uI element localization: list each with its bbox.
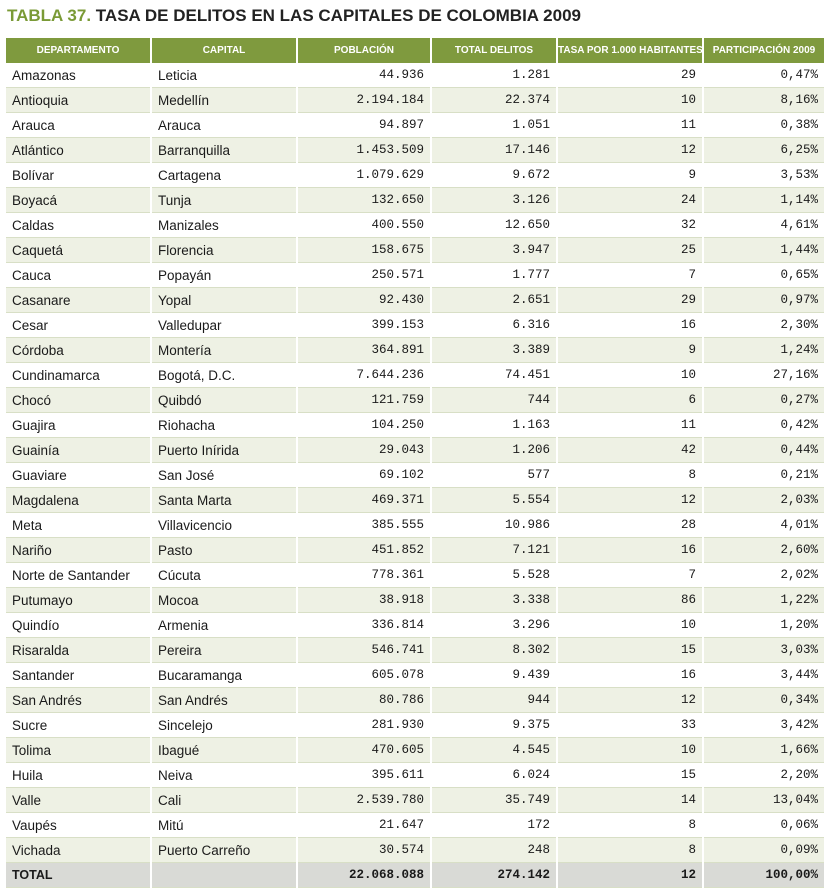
total-delitos-cell: 3.338: [431, 588, 557, 613]
tasa-cell: 12: [557, 688, 703, 713]
total-delitos-cell: 1.206: [431, 438, 557, 463]
departamento-cell: Quindío: [6, 613, 151, 638]
table-row: [6, 63, 824, 88]
departamento-cell: Casanare: [6, 288, 151, 313]
total-delitos-cell: 8.302: [431, 638, 557, 663]
capital-cell: Florencia: [151, 238, 297, 263]
participacion-cell: 0,97%: [703, 288, 824, 313]
total-delitos-cell: 4.545: [431, 738, 557, 763]
capital-cell: Tunja: [151, 188, 297, 213]
table-row: [6, 788, 824, 813]
total-delitos-cell: 1.281: [431, 63, 557, 88]
header-poblacion: POBLACIÓN: [297, 38, 431, 63]
participacion-cell: 1,20%: [703, 613, 824, 638]
participacion-cell: 0,65%: [703, 263, 824, 288]
tasa-cell: 16: [557, 663, 703, 688]
departamento-cell: Caquetá: [6, 238, 151, 263]
table-row: [6, 313, 824, 338]
capital-cell: Neiva: [151, 763, 297, 788]
total-delitos-cell: 6.316: [431, 313, 557, 338]
table-row: [6, 363, 824, 388]
departamento-cell: Valle: [6, 788, 151, 813]
departamento-cell: Chocó: [6, 388, 151, 413]
participacion-cell: 2,03%: [703, 488, 824, 513]
total-delitos-cell: 1.777: [431, 263, 557, 288]
capital-cell: Puerto Inírida: [151, 438, 297, 463]
total-delitos-cell: 1.163: [431, 413, 557, 438]
capital-cell: Cartagena: [151, 163, 297, 188]
capital-cell: Medellín: [151, 88, 297, 113]
participacion-cell: 3,53%: [703, 163, 824, 188]
poblacion-cell: 399.153: [297, 313, 431, 338]
participacion-cell: 13,04%: [703, 788, 824, 813]
poblacion-cell: 281.930: [297, 713, 431, 738]
poblacion-cell: 121.759: [297, 388, 431, 413]
capital-cell: Armenia: [151, 613, 297, 638]
tasa-cell: 24: [557, 188, 703, 213]
departamento-cell: San Andrés: [6, 688, 151, 713]
capital-cell: Mitú: [151, 813, 297, 838]
capital-cell: Ibagué: [151, 738, 297, 763]
total-delitos-cell: 22.374: [431, 88, 557, 113]
total-delitos-cell: 17.146: [431, 138, 557, 163]
poblacion-cell: 546.741: [297, 638, 431, 663]
header-tasa: TASA POR 1.000 HABITANTES: [557, 38, 703, 63]
departamento-cell: Caldas: [6, 213, 151, 238]
poblacion-cell: 250.571: [297, 263, 431, 288]
total-delitos-cell: 9.439: [431, 663, 557, 688]
departamento-cell: Risaralda: [6, 638, 151, 663]
capital-cell: Popayán: [151, 263, 297, 288]
departamento-cell: Nariño: [6, 538, 151, 563]
table-body: [6, 63, 824, 888]
departamento-cell: Atlántico: [6, 138, 151, 163]
participacion-cell: 0,06%: [703, 813, 824, 838]
departamento-cell: Cesar: [6, 313, 151, 338]
capital-cell: San Andrés: [151, 688, 297, 713]
poblacion-cell: 104.250: [297, 413, 431, 438]
tasa-cell: 16: [557, 313, 703, 338]
participacion-cell: 2,30%: [703, 313, 824, 338]
total-delitos-cell: 3.296: [431, 613, 557, 638]
table-row: [6, 263, 824, 288]
table-title: [7, 2, 581, 30]
participacion-cell: 0,44%: [703, 438, 824, 463]
tasa-cell: 8: [557, 813, 703, 838]
participacion-cell: 1,44%: [703, 238, 824, 263]
poblacion-cell: 44.936: [297, 63, 431, 88]
poblacion-cell: 38.918: [297, 588, 431, 613]
departamento-cell: Vichada: [6, 838, 151, 863]
tasa-cell: 14: [557, 788, 703, 813]
table-row: [6, 338, 824, 363]
participacion-cell: 3,44%: [703, 663, 824, 688]
tasa-cell: 7: [557, 263, 703, 288]
table-title-text: TASA DE DELITOS EN LAS CAPITALES DE COLOMBIA 2009: [95, 6, 581, 25]
capital-cell: Riohacha: [151, 413, 297, 438]
total-delitos-cell: 944: [431, 688, 557, 713]
capital-cell: Montería: [151, 338, 297, 363]
total-delitos-cell: 10.986: [431, 513, 557, 538]
capital-cell: [151, 863, 297, 888]
tasa-cell: 10: [557, 613, 703, 638]
header-participacion: PARTICIPACIÓN 2009: [703, 38, 824, 63]
table-row: [6, 538, 824, 563]
participacion-cell: 6,25%: [703, 138, 824, 163]
departamento-cell: Huila: [6, 763, 151, 788]
poblacion-cell: 158.675: [297, 238, 431, 263]
poblacion-cell: 469.371: [297, 488, 431, 513]
poblacion-cell: 2.194.184: [297, 88, 431, 113]
capital-cell: Villavicencio: [151, 513, 297, 538]
table-row: [6, 138, 824, 163]
total-delitos-cell: 1.051: [431, 113, 557, 138]
participacion-cell: 2,60%: [703, 538, 824, 563]
tasa-cell: 33: [557, 713, 703, 738]
table-row: [6, 738, 824, 763]
departamento-cell: Cundinamarca: [6, 363, 151, 388]
participacion-cell: 1,22%: [703, 588, 824, 613]
departamento-cell: Norte de Santander: [6, 563, 151, 588]
total-delitos-cell: 744: [431, 388, 557, 413]
total-delitos-cell: 7.121: [431, 538, 557, 563]
table-row: [6, 588, 824, 613]
table-row: [6, 413, 824, 438]
poblacion-cell: 94.897: [297, 113, 431, 138]
departamento-cell: Magdalena: [6, 488, 151, 513]
tasa-cell: 7: [557, 563, 703, 588]
departamento-cell: Boyacá: [6, 188, 151, 213]
capital-cell: Barranquilla: [151, 138, 297, 163]
poblacion-cell: 778.361: [297, 563, 431, 588]
tasa-cell: 29: [557, 63, 703, 88]
tasa-cell: 11: [557, 413, 703, 438]
capital-cell: Mocoa: [151, 588, 297, 613]
departamento-cell: Santander: [6, 663, 151, 688]
tasa-cell: 11: [557, 113, 703, 138]
participacion-cell: 3,03%: [703, 638, 824, 663]
capital-cell: Puerto Carreño: [151, 838, 297, 863]
tasa-cell: 6: [557, 388, 703, 413]
total-delitos-cell: 9.672: [431, 163, 557, 188]
tasa-cell: 42: [557, 438, 703, 463]
tasa-cell: 12: [557, 138, 703, 163]
total-delitos-cell: 9.375: [431, 713, 557, 738]
departamento-cell: TOTAL: [6, 863, 151, 888]
poblacion-cell: 69.102: [297, 463, 431, 488]
table-row: [6, 838, 824, 863]
departamento-cell: Cauca: [6, 263, 151, 288]
poblacion-cell: 364.891: [297, 338, 431, 363]
departamento-cell: Arauca: [6, 113, 151, 138]
poblacion-cell: 385.555: [297, 513, 431, 538]
departamento-cell: Guainía: [6, 438, 151, 463]
departamento-cell: Meta: [6, 513, 151, 538]
capital-cell: Leticia: [151, 63, 297, 88]
capital-cell: Quibdó: [151, 388, 297, 413]
poblacion-cell: 2.539.780: [297, 788, 431, 813]
total-row: [6, 863, 824, 888]
poblacion-cell: 395.611: [297, 763, 431, 788]
tasa-cell: 8: [557, 838, 703, 863]
poblacion-cell: 7.644.236: [297, 363, 431, 388]
capital-cell: Valledupar: [151, 313, 297, 338]
table-row: [6, 763, 824, 788]
table-row: [6, 113, 824, 138]
departamento-cell: Guaviare: [6, 463, 151, 488]
table-row: [6, 613, 824, 638]
total-delitos-cell: 74.451: [431, 363, 557, 388]
participacion-cell: 0,42%: [703, 413, 824, 438]
capital-cell: Manizales: [151, 213, 297, 238]
participacion-cell: 0,34%: [703, 688, 824, 713]
tasa-cell: 25: [557, 238, 703, 263]
tasa-cell: 10: [557, 738, 703, 763]
participacion-cell: 4,61%: [703, 213, 824, 238]
tasa-cell: 29: [557, 288, 703, 313]
tasa-cell: 9: [557, 163, 703, 188]
table-row: [6, 238, 824, 263]
poblacion-cell: 470.605: [297, 738, 431, 763]
table-row: [6, 213, 824, 238]
participacion-cell: 0,38%: [703, 113, 824, 138]
table-row: [6, 713, 824, 738]
poblacion-cell: 451.852: [297, 538, 431, 563]
table-row: [6, 288, 824, 313]
header-row: [6, 38, 824, 63]
tasa-cell: 32: [557, 213, 703, 238]
tasa-cell: 12: [557, 863, 703, 888]
capital-cell: Sincelejo: [151, 713, 297, 738]
participacion-cell: 0,27%: [703, 388, 824, 413]
header-total-delitos: TOTAL DELITOS: [431, 38, 557, 63]
poblacion-cell: 29.043: [297, 438, 431, 463]
departamento-cell: Córdoba: [6, 338, 151, 363]
participacion-cell: 100,00%: [703, 863, 824, 888]
departamento-cell: Guajira: [6, 413, 151, 438]
total-delitos-cell: 3.947: [431, 238, 557, 263]
participacion-cell: 27,16%: [703, 363, 824, 388]
tasa-cell: 16: [557, 538, 703, 563]
departamento-cell: Sucre: [6, 713, 151, 738]
table-row: [6, 488, 824, 513]
capital-cell: Bucaramanga: [151, 663, 297, 688]
tasa-cell: 9: [557, 338, 703, 363]
tasa-cell: 15: [557, 638, 703, 663]
header-capital: CAPITAL: [151, 38, 297, 63]
table-row: [6, 663, 824, 688]
poblacion-cell: 132.650: [297, 188, 431, 213]
participacion-cell: 1,24%: [703, 338, 824, 363]
total-delitos-cell: 577: [431, 463, 557, 488]
participacion-cell: 0,09%: [703, 838, 824, 863]
capital-cell: Yopal: [151, 288, 297, 313]
table-row: [6, 513, 824, 538]
total-delitos-cell: 248: [431, 838, 557, 863]
total-delitos-cell: 3.126: [431, 188, 557, 213]
poblacion-cell: 605.078: [297, 663, 431, 688]
departamento-cell: Putumayo: [6, 588, 151, 613]
tasa-cell: 28: [557, 513, 703, 538]
table-row: [6, 438, 824, 463]
poblacion-cell: 80.786: [297, 688, 431, 713]
total-delitos-cell: 5.554: [431, 488, 557, 513]
poblacion-cell: 22.068.088: [297, 863, 431, 888]
table-row: [6, 88, 824, 113]
poblacion-cell: 336.814: [297, 613, 431, 638]
total-delitos-cell: 35.749: [431, 788, 557, 813]
total-delitos-cell: 172: [431, 813, 557, 838]
header-departamento: DEPARTAMENTO: [6, 38, 151, 63]
participacion-cell: 1,14%: [703, 188, 824, 213]
capital-cell: Cali: [151, 788, 297, 813]
total-delitos-cell: 6.024: [431, 763, 557, 788]
participacion-cell: 4,01%: [703, 513, 824, 538]
total-delitos-cell: 274.142: [431, 863, 557, 888]
capital-cell: Arauca: [151, 113, 297, 138]
table-row: [6, 638, 824, 663]
poblacion-cell: 1.453.509: [297, 138, 431, 163]
poblacion-cell: 92.430: [297, 288, 431, 313]
participacion-cell: 1,66%: [703, 738, 824, 763]
total-delitos-cell: 2.651: [431, 288, 557, 313]
capital-cell: San José: [151, 463, 297, 488]
table-row: [6, 813, 824, 838]
tasa-cell: 10: [557, 88, 703, 113]
poblacion-cell: 30.574: [297, 838, 431, 863]
capital-cell: Bogotá, D.C.: [151, 363, 297, 388]
participacion-cell: 8,16%: [703, 88, 824, 113]
capital-cell: Santa Marta: [151, 488, 297, 513]
tasa-cell: 86: [557, 588, 703, 613]
participacion-cell: 2,20%: [703, 763, 824, 788]
total-delitos-cell: 5.528: [431, 563, 557, 588]
table-row: [6, 388, 824, 413]
tasa-cell: 10: [557, 363, 703, 388]
departamento-cell: Antioquia: [6, 88, 151, 113]
poblacion-cell: 21.647: [297, 813, 431, 838]
departamento-cell: Bolívar: [6, 163, 151, 188]
tasa-cell: 12: [557, 488, 703, 513]
capital-cell: Pereira: [151, 638, 297, 663]
table-row: [6, 463, 824, 488]
capital-cell: Cúcuta: [151, 563, 297, 588]
departamento-cell: Amazonas: [6, 63, 151, 88]
participacion-cell: 0,47%: [703, 63, 824, 88]
total-delitos-cell: 12.650: [431, 213, 557, 238]
poblacion-cell: 400.550: [297, 213, 431, 238]
participacion-cell: 2,02%: [703, 563, 824, 588]
departamento-cell: Vaupés: [6, 813, 151, 838]
participacion-cell: 3,42%: [703, 713, 824, 738]
participacion-cell: 0,21%: [703, 463, 824, 488]
table-row: [6, 163, 824, 188]
poblacion-cell: 1.079.629: [297, 163, 431, 188]
table-row: [6, 563, 824, 588]
table-number: TABLA 37.: [7, 6, 92, 25]
table-row: [6, 188, 824, 213]
tasa-cell: 15: [557, 763, 703, 788]
crime-rate-table: [6, 38, 824, 888]
capital-cell: Pasto: [151, 538, 297, 563]
departamento-cell: Tolima: [6, 738, 151, 763]
tasa-cell: 8: [557, 463, 703, 488]
table-row: [6, 688, 824, 713]
total-delitos-cell: 3.389: [431, 338, 557, 363]
